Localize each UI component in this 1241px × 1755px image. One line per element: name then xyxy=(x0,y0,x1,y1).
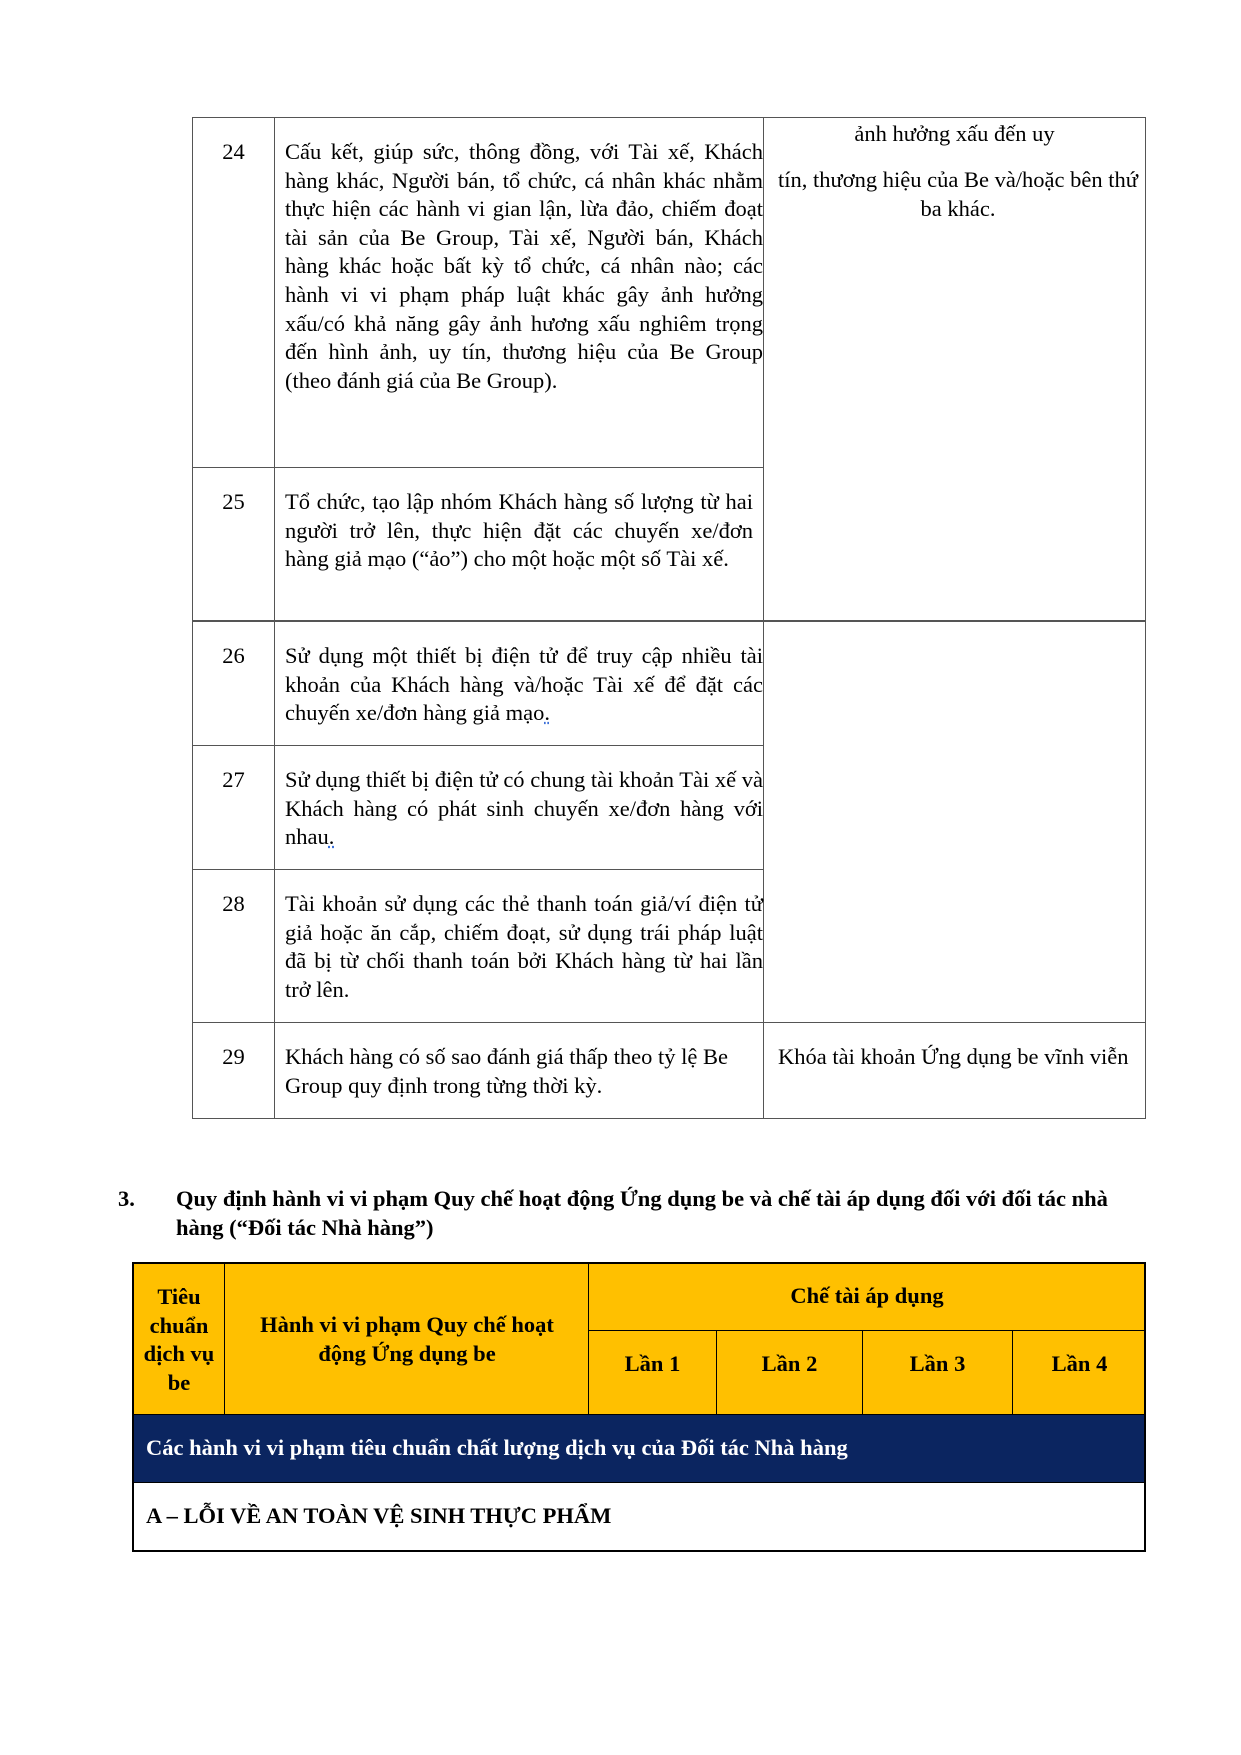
header-time-1: Lần 1 xyxy=(624,1351,681,1376)
header-penalty: Chế tài áp dụng xyxy=(790,1283,944,1308)
section-number: 3. xyxy=(118,1186,135,1211)
table-border-col2 xyxy=(763,117,764,1119)
violation-text: Khách hàng có số sao đánh giá thấp theo tỷ lệ Be Group quy định trong từng thời kỳ. xyxy=(285,1044,729,1098)
violation-text: Tài khoản sử dụng các thẻ thanh toán giả/ví điện tử giả hoặc ăn cắp, chiếm đoạt, sử dụng trái pháp luật đã bị từ chối thanh toán bởi Khách hàng từ hai lần trở lên. xyxy=(285,891,763,1002)
header-behavior: Hành vi vi phạm Quy chế hoạt động Ứng dụng be xyxy=(260,1312,554,1366)
header-time-3: Lần 3 xyxy=(909,1351,966,1376)
penalty-text: ảnh hưởng xấu đến uy xyxy=(854,121,1055,146)
table-border-bottom xyxy=(192,1118,1146,1119)
header-standard: Tiêu chuẩn dịch vụ be xyxy=(143,1284,215,1395)
penalty-text: Khóa tài khoản Ứng dụng be vĩnh viễn xyxy=(778,1044,1129,1069)
table-border-right xyxy=(1145,117,1146,1119)
row-number: 27 xyxy=(222,767,245,792)
violation-text: Tổ chức, tạo lập nhóm Khách hàng số lượng từ hai người trở lên, thực hiện đặt các chuyến xe/đơn hàng giả mạo (“ảo”) cho một hoặc một số Tài xế. xyxy=(285,489,753,572)
row-number: 25 xyxy=(222,489,245,514)
row-number: 26 xyxy=(222,643,245,668)
category-title: Các hành vi vi phạm tiêu chuẩn chất lượng dịch vụ của Đối tác Nhà hàng xyxy=(146,1435,848,1460)
table-border-left xyxy=(192,117,193,1119)
violation-text: Sử dụng thiết bị điện tử có chung tài khoản Tài xế và Khách hàng có phát sinh chuyến xe/đơn hàng với nhau. xyxy=(285,767,763,850)
row-number: 28 xyxy=(222,891,245,916)
group-title: A – LỖI VỀ AN TOÀN VỆ SINH THỰC PHẨM xyxy=(146,1503,612,1528)
header-time-2: Lần 2 xyxy=(761,1351,818,1376)
header-time-4: Lần 4 xyxy=(1051,1351,1108,1376)
section-title: Quy định hành vi vi phạm Quy chế hoạt động Ứng dụng be và chế tài áp dụng đối với đối tác nhà hàng (“Đối tác Nhà hàng”) xyxy=(176,1186,1108,1240)
violation-text: Sử dụng một thiết bị điện tử để truy cập nhiều tài khoản của Khách hàng và/hoặc Tài xế để đặt các chuyến xe/đơn hàng giả mạo. xyxy=(285,643,763,726)
row-divider xyxy=(192,869,764,870)
table-col-divider xyxy=(224,1262,225,1415)
row-divider xyxy=(192,1022,1146,1023)
row-number: 24 xyxy=(222,139,245,164)
row-divider xyxy=(192,620,1146,622)
row-number: 29 xyxy=(222,1044,245,1069)
row-divider xyxy=(192,745,764,746)
row-divider xyxy=(192,467,764,468)
table-border-top xyxy=(192,117,1146,118)
table-row-divider xyxy=(132,1414,1146,1415)
penalty-text: tín, thương hiệu của Be và/hoặc bên thứ ba khác. xyxy=(778,167,1138,221)
violation-text: Cấu kết, giúp sức, thông đồng, với Tài xế, Khách hàng khác, Người bán, tổ chức, cá nhân khác nhằm thực hiện các hành vi gian lận, lừa đảo, chiếm đoạt tài sản của Be Group, Tài xế, Người bán, Khách hàng khác hoặc bất kỳ tổ chức, cá nhân nào; các hành vi vi phạm pháp luật khác gây ảnh hưởng xấu/có khả năng gây ảnh hương xấu nghiêm trọng đến hình ảnh, uy tín, thương hiệu của Be Group (theo đánh giá của Be Group). xyxy=(285,139,763,393)
table-row-divider xyxy=(588,1330,1146,1331)
table-border-col1 xyxy=(274,117,275,1119)
